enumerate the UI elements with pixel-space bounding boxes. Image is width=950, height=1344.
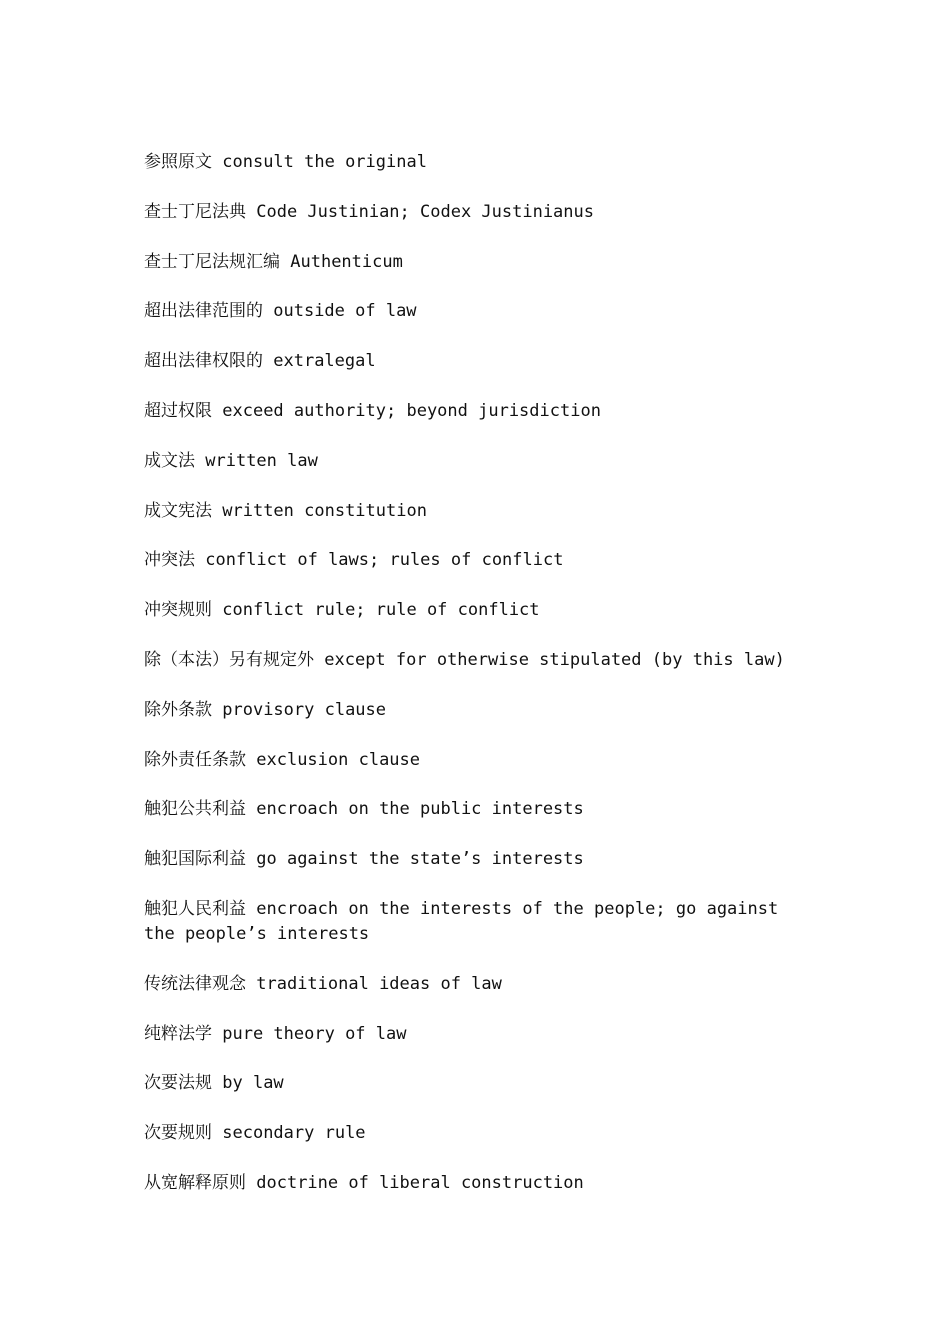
glossary-entry [144,698,816,723]
glossary-entry [144,1121,816,1146]
entry-term: 成文法 [144,450,195,471]
entry-translation: consult the original [222,152,427,172]
glossary-entry [144,748,816,773]
entry-term: 触犯国际利益 [144,849,246,870]
entry-term: 次要规则 [144,1123,212,1144]
entry-translation: exceed authority; beyond jurisdiction [222,400,601,421]
entry-term: 传统法律观念 [144,973,246,994]
glossary-entry [144,399,816,424]
entry-translation: written constitution [222,500,427,521]
entry-term: 触犯人民利益 [144,898,246,919]
entry-translation: written law [205,450,318,471]
glossary-entry [144,972,816,997]
entry-translation: provisory clause [222,699,387,720]
glossary-entry [144,897,816,947]
entry-term: 除（本法）另有规定外 [144,649,314,670]
entry-translation: traditional ideas of law [256,973,502,994]
glossary-entry [144,299,816,324]
entry-translation: Authenticum [290,251,403,272]
entry-term: 冲突规则 [144,600,212,621]
entry-term: 超出法律范围的 [144,301,263,322]
glossary-entry [144,1071,816,1096]
entry-translation: encroach on the interests of the people; go against the people’s interests [144,898,789,944]
entry-term: 纯粹法学 [144,1023,212,1044]
glossary-entry [144,648,816,673]
entry-term: 超出法律权限的 [144,351,263,372]
glossary-entry [144,847,816,872]
entry-translation: extralegal [273,351,376,372]
entry-translation: outside of law [273,301,417,322]
entry-term: 除外责任条款 [144,749,246,770]
entry-term: 次要法规 [144,1073,212,1094]
entry-term: 查士丁尼法规汇编 [144,251,280,272]
entry-translation: conflict of laws; rules of conflict [205,550,564,571]
entry-term: 触犯公共利益 [144,799,246,820]
glossary-entry [144,250,816,275]
entry-translation: exclusion clause [256,749,421,770]
glossary-entry [144,150,816,175]
glossary-entry [144,797,816,822]
glossary-entry [144,499,816,524]
entry-term: 除外条款 [144,699,212,720]
entry-term: 参照原文 [144,152,212,172]
entry-term: 冲突法 [144,550,195,571]
entry-term: 成文宪法 [144,500,212,521]
glossary-entry [144,598,816,623]
entry-translation: secondary rule [222,1123,366,1144]
glossary-list [144,150,816,1221]
glossary-entry [144,349,816,374]
entry-translation: by law [222,1073,284,1094]
glossary-entry [144,1171,816,1196]
entry-translation: conflict rule; rule of conflict [222,600,540,621]
entry-translation: pure theory of law [222,1023,407,1044]
entry-term: 查士丁尼法典 [144,201,246,222]
glossary-entry [144,548,816,573]
entry-translation: go against the state’s interests [256,849,584,870]
entry-translation: doctrine of liberal construction [256,1172,584,1193]
entry-translation: Code Justinian; Codex Justinianus [256,201,595,222]
glossary-entry [144,449,816,474]
glossary-entry [144,1022,816,1047]
glossary-entry [144,200,816,225]
entry-translation: except for otherwise stipulated (by this law) [324,649,785,670]
entry-term: 从宽解释原则 [144,1172,246,1193]
entry-term: 超过权限 [144,400,212,421]
entry-translation: encroach on the public interests [256,799,584,820]
